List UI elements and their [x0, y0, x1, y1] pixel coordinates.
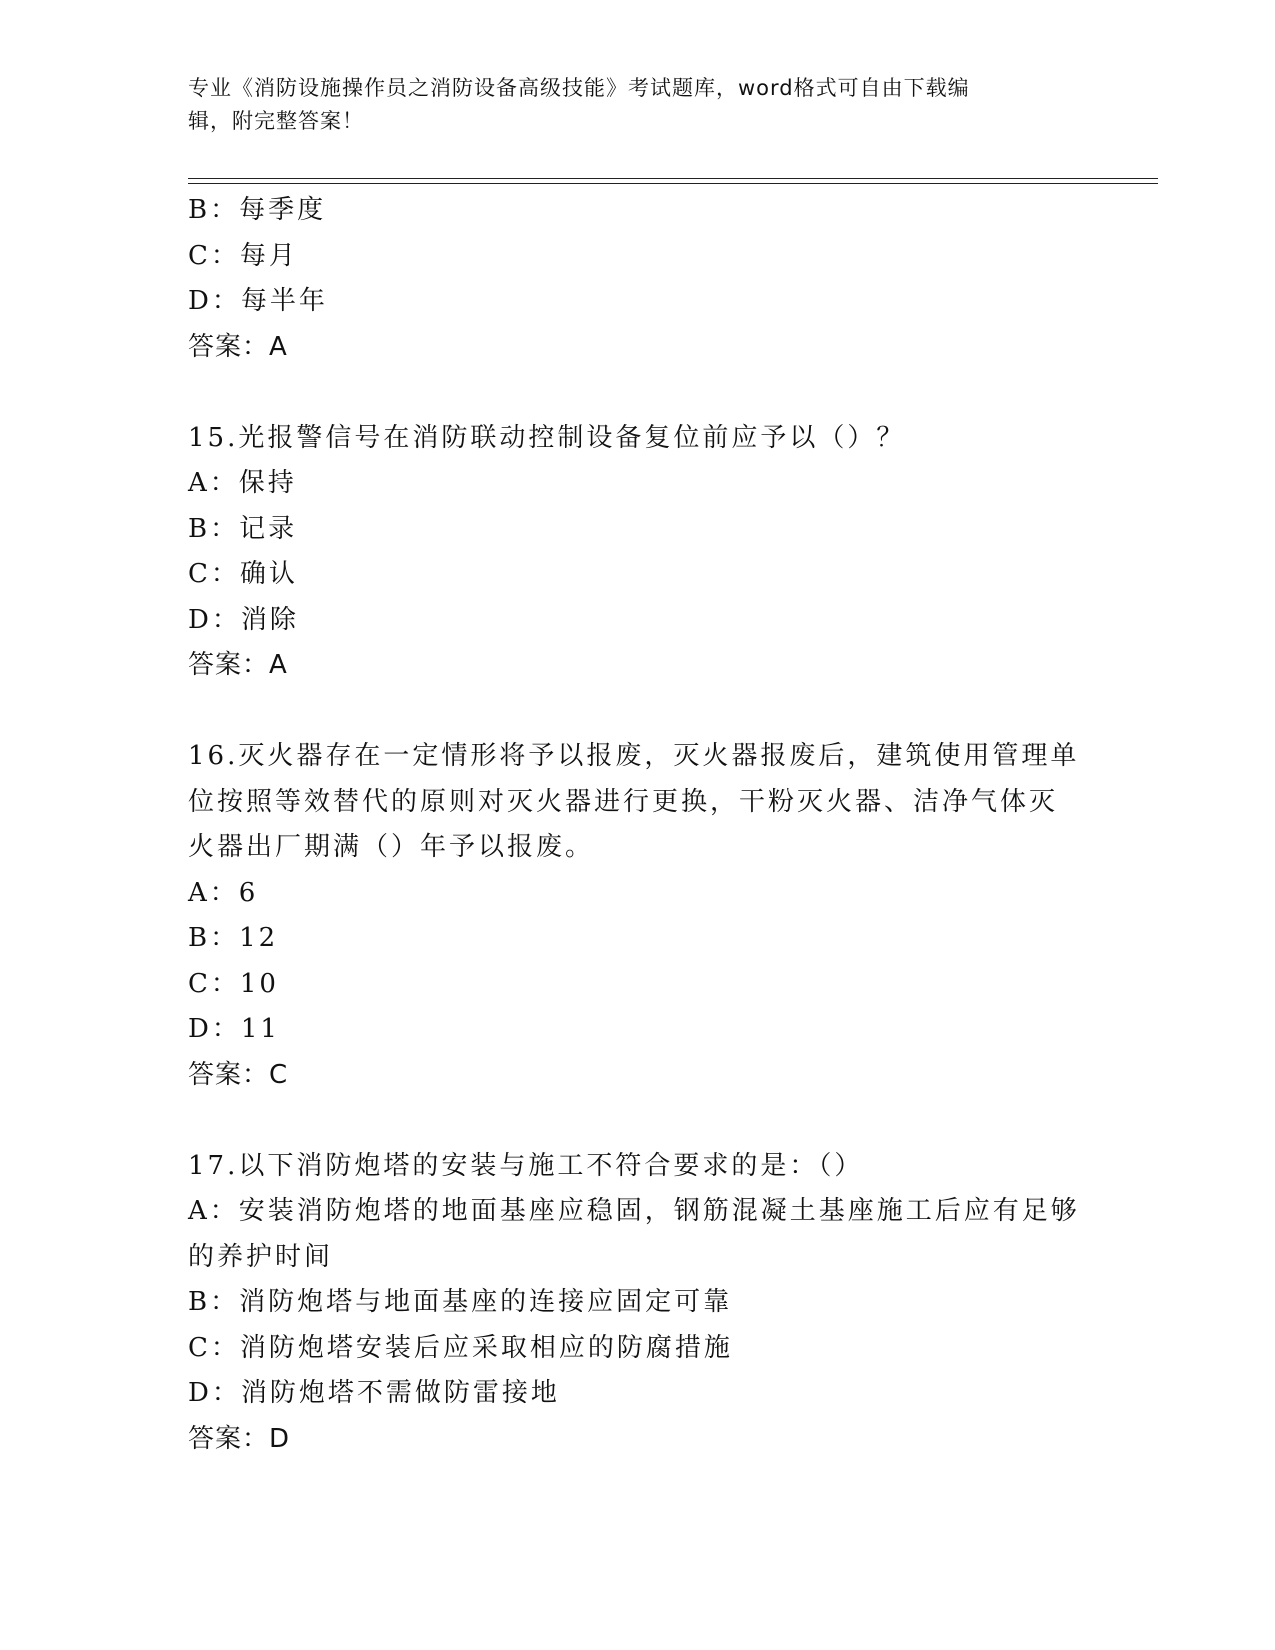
option-c: C：消防炮塔安装后应采取相应的防腐措施	[188, 1332, 733, 1363]
document-header	[188, 72, 1078, 138]
answer-line: 答案：A	[188, 650, 288, 680]
option-c: C：10	[188, 968, 279, 999]
question-15	[188, 416, 1088, 689]
option-a-line-1: A：安装消防炮塔的地面基座应稳固，钢筋混凝土基座施工后应有足够	[188, 1196, 1080, 1226]
option-d: D：消除	[188, 604, 299, 635]
question-stem-line-3: 火器出厂期满（）年予以报废。	[188, 832, 595, 862]
spacer	[188, 370, 1088, 416]
question-stem: 17.以下消防炮塔的安装与施工不符合要求的是：（）	[188, 1150, 864, 1181]
option-a-line-2: 的养护时间	[188, 1241, 334, 1272]
header-rule-top	[188, 178, 1158, 179]
prev-question	[188, 188, 1088, 370]
option-b: B：消防炮塔与地面基座的连接应固定可靠	[188, 1287, 733, 1317]
option-d: D：消防炮塔不需做防雷接地	[188, 1378, 560, 1408]
option-b: B：记录	[188, 513, 298, 544]
question-stem: 15.光报警信号在消防联动控制设备复位前应予以（）？	[188, 422, 906, 453]
option-b: B：12	[188, 923, 279, 953]
option-a: A：保持	[188, 468, 297, 498]
answer-line: 答案：A	[188, 331, 288, 362]
question-stem-line-2: 位按照等效替代的原则对灭火器进行更换，干粉灭火器、洁净气体灭	[188, 786, 1059, 817]
spacer	[188, 1098, 1088, 1144]
option-b: B：每季度	[188, 195, 327, 225]
answer-line: 答案：D	[188, 1423, 291, 1454]
option-c: C：确认	[188, 559, 298, 589]
answer-line: 答案：C	[188, 1059, 289, 1090]
question-list	[188, 188, 1088, 1462]
header-line-2: 辑，附完整答案！	[188, 109, 364, 133]
header-line-1: 专业《消防设施操作员之消防设备高级技能》考试题库，word格式可自由下载编	[188, 76, 970, 100]
question-stem-line-1: 16.灭火器存在一定情形将予以报废，灭火器报废后，建筑使用管理单	[188, 741, 1080, 771]
question-17	[188, 1144, 1088, 1463]
header-rule-bottom	[188, 183, 1158, 184]
question-16	[188, 734, 1088, 1098]
option-a: A：6	[188, 877, 259, 908]
option-c: C：每月	[188, 240, 298, 271]
option-d: D：11	[188, 1014, 280, 1044]
option-d: D：每半年	[188, 286, 328, 316]
spacer	[188, 689, 1088, 735]
